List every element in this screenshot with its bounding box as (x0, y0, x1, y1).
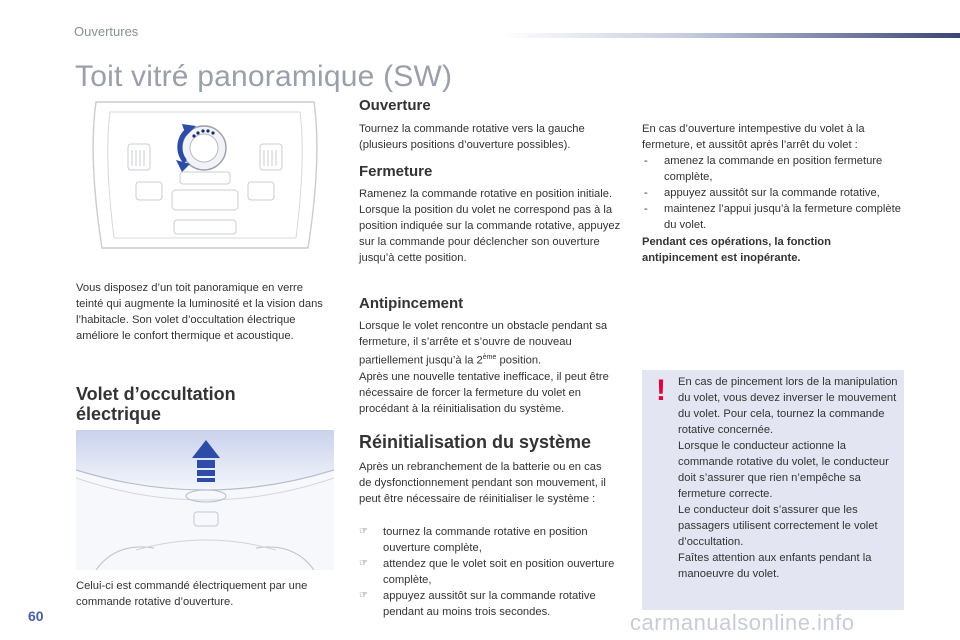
warning-paragraph-2: Lorsque le conducteur actionne la commande rotative du volet, le conducteur doit s’assurer que rien n’empêche sa fermeture correcte. (678, 440, 889, 500)
sunroof-shutter-illustration (76, 430, 334, 570)
antipincement-text (359, 318, 621, 417)
watermark: carmanualsonline.info (630, 610, 855, 635)
intro-text: Vous disposez d’un toit panoramique en verre teinté qui augmente la luminosité et la vision dans l’habitacle. Son volet d’occultation électrique améliore le confort thermique et acoustique. (76, 282, 323, 342)
list-item: - appuyez aussitôt sur la commande rotative, (642, 185, 908, 201)
reinit-intro: Après un rebranchement de la batterie ou en cas de dysfonctionnement pendant son mouvement, il peut être nécessaire de réinitialiser le système : (359, 461, 606, 505)
antipincement-p1-end: position. (496, 354, 542, 367)
antipincement-superscript: ème (482, 354, 497, 361)
section-header: Ouvertures (74, 24, 139, 39)
list-item: ☞ appuyez aussitôt sur la commande rotative pendant au moins trois secondes. (359, 588, 621, 620)
ouverture-text: Tournez la commande rotative vers la gauche (plusieurs positions d’ouverture possibles). (359, 123, 585, 151)
list-item: ☞ tournez la commande rotative en position ouverture complète, (359, 524, 621, 556)
caption-text: Celui-ci est commandé électriquement par une commande rotative d’ouverture. (76, 580, 308, 608)
roof-console-illustration (76, 98, 334, 258)
warning-paragraph-3: Le conducteur doit s’assurer que les passagers utilisent correctement le volet d’occultation. (678, 504, 878, 548)
warning-icon: ! (656, 374, 666, 407)
header-rule (500, 33, 960, 38)
antipincement-heading: Antipincement (359, 295, 464, 312)
warning-paragraph-4: Faîtes attention aux enfants pendant la manoeuvre du volet. (678, 552, 872, 580)
volet-heading-line2: électrique (76, 404, 162, 424)
volet-heading (76, 384, 336, 424)
warning-box (642, 370, 904, 610)
list-item: - amenez la commande en position fermeture complète, (642, 153, 908, 185)
antipincement-paragraph-1 (359, 318, 621, 369)
fermeture-paragraph-1: Ramenez la commande rotative en position initiale. (359, 188, 613, 200)
list-item: - maintenez l’appui jusqu’à la fermeture complète du volet. (642, 201, 908, 233)
reinit-steps-list (359, 524, 621, 620)
antipincement-paragraph-2: Après une nouvelle tentative inefficace, il peut être nécessaire de forcer la fermeture du volet en procédant à la réinitialisation du système. (359, 370, 609, 415)
right-steps-list (642, 153, 908, 233)
fermeture-paragraph-2: Lorsque la position du volet ne correspond pas à la position indiquée sur la commande rotative, appuyez sur la commande pour déclencher son ouverture jusqu’à cette position. (359, 204, 621, 264)
antipincement-p1-start: Lorsque le volet rencontre un obstacle pendant sa fermeture, il s’arrête et s’ouvre de nouveau partiellement jusqu’à la 2 (359, 320, 608, 367)
fermeture-heading: Fermeture (359, 163, 433, 180)
page-title: Toit vitré panoramique (SW) (75, 60, 453, 93)
ouverture-heading: Ouverture (359, 97, 431, 114)
reinit-heading: Réinitialisation du système (359, 432, 592, 452)
list-item: ☞ attendez que le volet soit en position ouverture complète, (359, 556, 621, 588)
right-intro: En cas d’ouverture intempestive du volet à la fermeture, et aussitôt après l’arrêt du volet : (642, 123, 865, 151)
warning-text (678, 374, 898, 582)
fermeture-text (359, 186, 625, 266)
warning-paragraph-1: En cas de pincement lors de la manipulation du volet, vous devez inverser le mouvement du volet. Pour cela, tournez la commande rotative concernée. (678, 376, 898, 436)
volet-heading-line1: Volet d’occultation (76, 384, 236, 404)
bold-note: Pendant ces opérations, la fonction antipincement est inopérante. (642, 236, 831, 264)
page-number: 60 (28, 608, 44, 624)
